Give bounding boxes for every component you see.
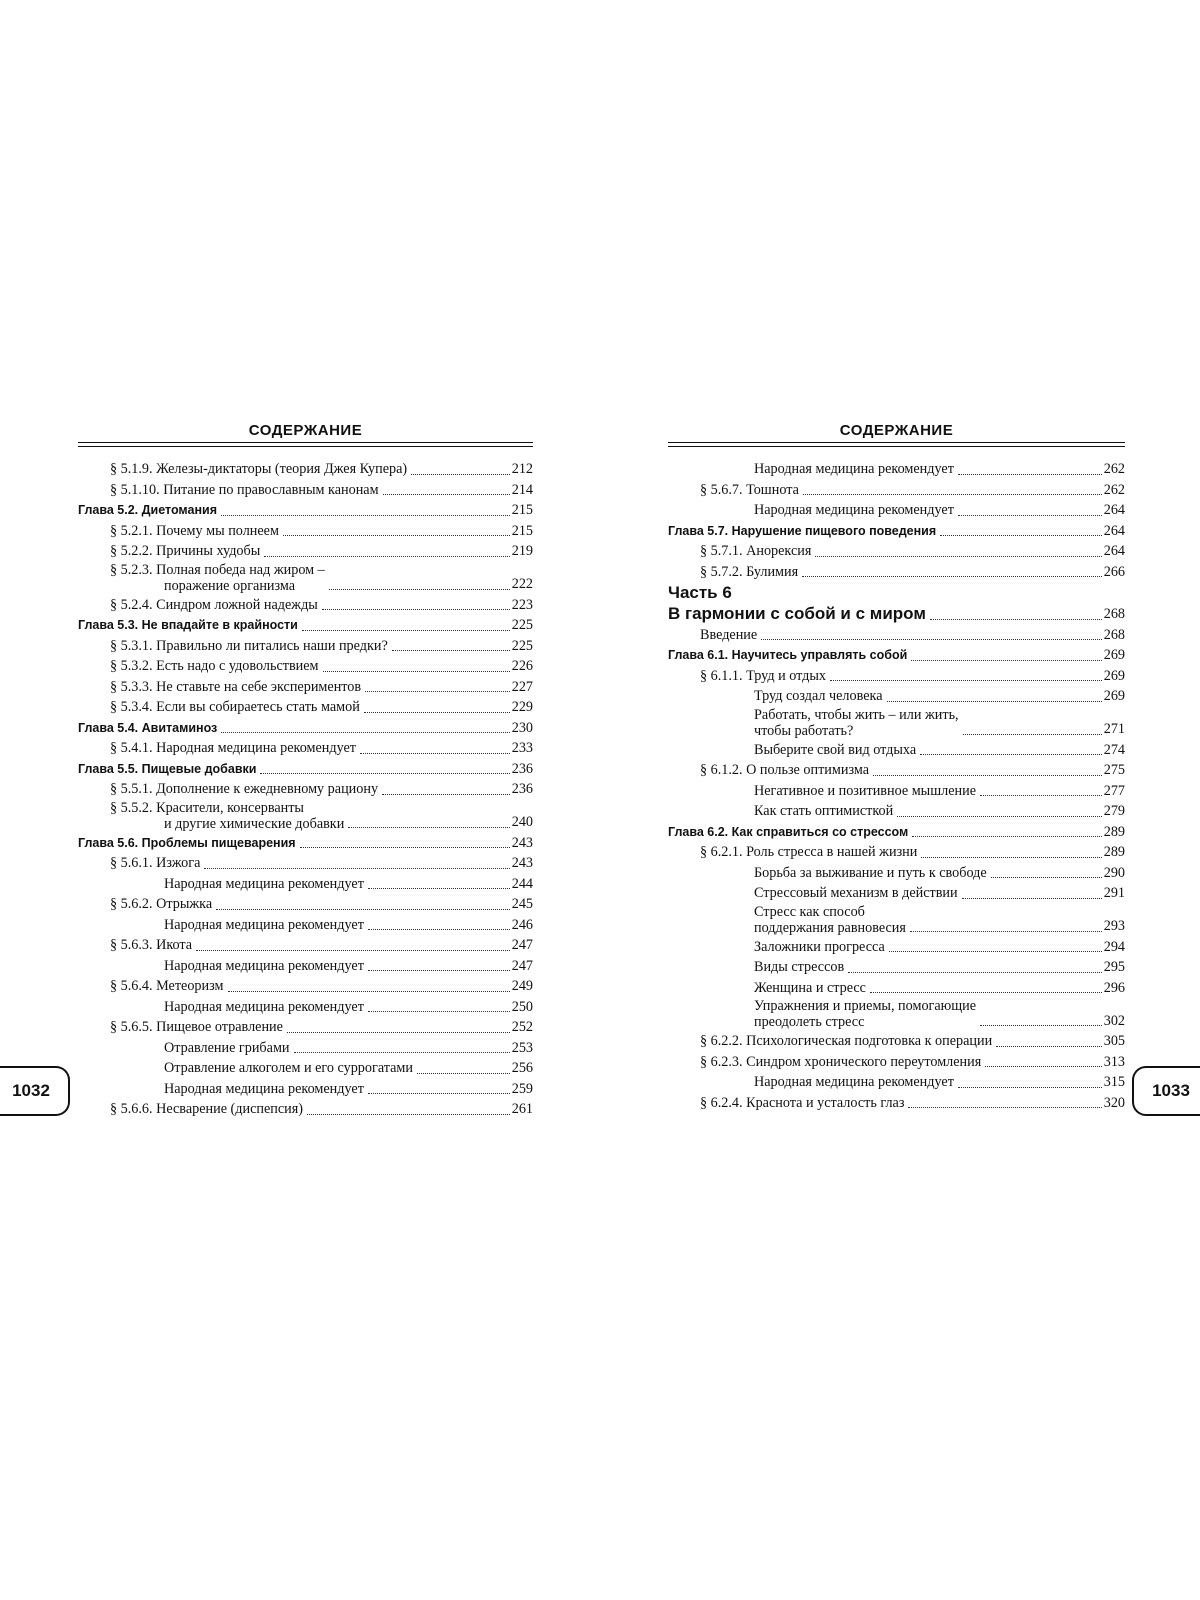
toc-entry[interactable]	[78, 459, 533, 480]
toc-entry-title: Глава 5.5. Пищевые добавки	[78, 761, 257, 776]
toc-entry[interactable]	[78, 697, 533, 718]
toc-entry-title: § 6.2.1. Роль стресса в нашей жизни	[700, 844, 918, 860]
dot-leader	[761, 639, 1102, 640]
dot-leader	[908, 1107, 1101, 1108]
toc-entry-title: § 5.3.4. Если вы собираетесь стать мамой	[110, 699, 360, 715]
toc-entry-title-line2: поддержания равновесия	[754, 919, 906, 936]
dot-leader	[368, 970, 510, 971]
toc-entry-page: 279	[1103, 803, 1125, 819]
left-page	[78, 420, 533, 1120]
toc-entry-page: 291	[1103, 885, 1125, 901]
dot-leader	[221, 732, 509, 733]
toc-entry-page: 262	[1103, 481, 1125, 498]
left-page-header: СОДЕРЖАНИЕ	[248, 422, 363, 439]
toc-entry-page: 268	[1103, 626, 1125, 643]
toc-entry-title: Как стать оптимисткой	[754, 803, 894, 819]
toc-entry-title: Глава 5.6. Проблемы пищеварения	[78, 835, 296, 850]
toc-entry-page: 244	[511, 875, 533, 892]
dot-leader	[383, 494, 510, 495]
toc-entry-title	[754, 904, 908, 937]
toc-entry-title: Негативное и позитивное мышление	[754, 782, 976, 799]
toc-entry-title-line2: чтобы работать?	[754, 722, 854, 739]
toc-entry-title: § 5.2.4. Синдром ложной надежды	[110, 596, 318, 613]
toc-chapter-entry[interactable]	[668, 645, 1125, 666]
toc-entry-title: § 5.1.9. Железы-диктаторы (теория Джея Купера)	[110, 461, 408, 477]
right-toc-list-after	[668, 625, 1125, 1114]
dot-leader	[204, 868, 509, 869]
toc-entry-title: § 5.5.1. Дополнение к ежедневному рациону	[110, 781, 379, 797]
toc-entry-page: 302	[1103, 1012, 1125, 1029]
toc-entry-title: § 5.6.4. Метеоризм	[110, 978, 224, 994]
dot-leader	[264, 556, 509, 557]
dot-leader	[958, 1087, 1102, 1088]
toc-entry-page: 250	[511, 998, 533, 1015]
right-page-header: СОДЕРЖАНИЕ	[839, 422, 954, 439]
dot-leader	[392, 650, 510, 651]
toc-entry-page: 247	[511, 957, 533, 974]
toc-entry-title-line2: и другие химические добавки	[164, 815, 345, 832]
toc-entry[interactable]	[668, 666, 1125, 687]
toc-entry[interactable]	[668, 686, 1125, 707]
toc-entry-page: 290	[1103, 864, 1125, 881]
toc-entry-title: § 5.6.5. Пищевое отравление	[110, 1019, 283, 1035]
dot-leader	[323, 671, 510, 672]
toc-entry-title: Глава 5.3. Не впадайте в крайности	[78, 618, 298, 632]
toc-chapter-entry[interactable]	[668, 822, 1125, 843]
toc-entry[interactable]	[668, 1052, 1125, 1073]
toc-entry[interactable]	[668, 500, 1125, 521]
toc-entry-page: 269	[1103, 667, 1125, 684]
dot-leader	[910, 931, 1102, 932]
toc-entry[interactable]	[78, 541, 533, 562]
toc-entry-page: 253	[511, 1039, 533, 1056]
toc-entry[interactable]	[668, 740, 1125, 761]
toc-entry[interactable]	[78, 1079, 533, 1100]
toc-entry-title: Отравление грибами	[164, 1039, 290, 1056]
toc-entry-page: 289	[1103, 823, 1125, 840]
toc-entry-page: 212	[511, 461, 533, 477]
dot-leader	[300, 847, 510, 848]
page-number-left: 1032	[0, 1066, 70, 1116]
toc-entry-title: Стрессовый механизм в действии	[754, 885, 958, 901]
toc-entry[interactable]	[78, 894, 533, 915]
toc-entry-title: Народная медицина рекомендует	[164, 875, 364, 892]
toc-entry-page: 259	[511, 1080, 533, 1097]
dot-leader	[364, 712, 510, 713]
dot-leader	[887, 701, 1102, 702]
toc-entry[interactable]	[668, 562, 1125, 583]
dot-leader	[368, 1093, 510, 1094]
dot-leader	[368, 1011, 510, 1012]
toc-entry[interactable]	[668, 957, 1125, 978]
toc-entry-page: 215	[511, 522, 533, 539]
toc-entry[interactable]	[78, 562, 533, 595]
dot-leader	[991, 877, 1102, 878]
dot-leader	[260, 773, 509, 774]
dot-leader	[815, 556, 1101, 557]
toc-entry-title-line2: преодолеть стресс	[754, 1014, 865, 1030]
dot-leader	[830, 680, 1102, 681]
toc-entry-page: 256	[511, 1060, 533, 1076]
toc-entry-page: 222	[511, 576, 533, 592]
dot-leader	[912, 836, 1101, 837]
right-page	[668, 420, 1125, 1113]
toc-entry-title: Народная медицина рекомендует	[164, 916, 364, 933]
toc-entry[interactable]	[78, 1099, 533, 1120]
toc-entry-title	[754, 998, 978, 1031]
toc-entry-page: 289	[1103, 844, 1125, 860]
toc-chapter-entry[interactable]	[78, 833, 533, 854]
toc-entry[interactable]	[668, 937, 1125, 958]
toc-entry-title: § 5.6.1. Изжога	[110, 855, 201, 871]
dot-leader	[382, 794, 510, 795]
toc-entry[interactable]	[78, 915, 533, 936]
toc-entry-title: § 5.3.3. Не ставьте на себе экспериментов	[110, 678, 362, 695]
dot-leader	[889, 951, 1102, 952]
toc-entry-title: В гармонии с собой и с миром	[668, 604, 926, 623]
toc-entry-title: Народная медицина рекомендует	[754, 461, 954, 477]
left-toc-list	[78, 459, 533, 1120]
toc-entry[interactable]	[78, 800, 533, 833]
dot-leader	[921, 857, 1101, 858]
toc-entry-page: 226	[511, 658, 533, 674]
toc-entry[interactable]	[668, 480, 1125, 501]
toc-entry-title-line1: Стресс как способ	[754, 903, 865, 920]
toc-entry-page: 295	[1103, 959, 1125, 975]
dot-leader	[216, 909, 510, 910]
toc-entry[interactable]	[78, 480, 533, 501]
toc-entry-title: § 6.2.4. Краснота и усталость глаз	[700, 1094, 905, 1111]
toc-entry-page: 236	[511, 760, 533, 777]
dot-leader	[221, 515, 510, 516]
part-title-entry[interactable]	[668, 604, 1125, 625]
toc-entry-title: § 5.3.2. Есть надо с удовольствием	[110, 658, 319, 674]
toc-entry-page: 261	[511, 1101, 533, 1117]
right-toc-list-before	[668, 459, 1125, 582]
toc-entry-page: 296	[1103, 979, 1125, 996]
toc-entry[interactable]	[668, 1072, 1125, 1093]
toc-entry-page: 247	[511, 937, 533, 953]
toc-entry[interactable]	[668, 459, 1125, 480]
toc-entry[interactable]	[668, 998, 1125, 1031]
toc-entry-page: 225	[511, 617, 533, 633]
toc-entry-page: 229	[511, 699, 533, 715]
toc-entry-page: 269	[1103, 688, 1125, 704]
toc-entry-title: Народная медицина рекомендует	[164, 1080, 364, 1097]
toc-entry[interactable]	[668, 883, 1125, 904]
toc-entry-title-line1: § 5.2.3. Полная победа над жиром –	[110, 561, 325, 578]
toc-entry-title-line1: Работать, чтобы жить – или жить,	[754, 706, 959, 723]
page-number-right: 1033	[1132, 1066, 1200, 1116]
toc-entry-page: 264	[1103, 522, 1125, 539]
toc-entry[interactable]	[668, 707, 1125, 740]
toc-entry[interactable]	[78, 874, 533, 895]
toc-entry[interactable]	[668, 1093, 1125, 1114]
dot-leader	[920, 754, 1102, 755]
toc-chapter-entry[interactable]	[78, 718, 533, 739]
toc-entry-page: 320	[1103, 1094, 1125, 1111]
toc-entry[interactable]	[668, 978, 1125, 999]
toc-entry-page: 219	[511, 543, 533, 559]
dot-leader	[802, 576, 1102, 577]
toc-entry-page: 223	[511, 596, 533, 613]
toc-entry[interactable]	[78, 636, 533, 657]
dot-leader	[996, 1046, 1102, 1047]
toc-entry-page: 240	[511, 814, 533, 830]
dot-leader	[302, 630, 510, 631]
toc-entry[interactable]	[78, 738, 533, 759]
toc-entry[interactable]	[668, 904, 1125, 937]
toc-entry-title: § 5.6.3. Икота	[110, 937, 193, 953]
toc-entry-page: 225	[511, 637, 533, 654]
toc-entry-title: Виды стрессов	[754, 959, 845, 975]
toc-entry-title: Введение	[700, 626, 758, 643]
toc-entry-page: 246	[511, 916, 533, 933]
toc-entry-title: § 5.4.1. Народная медицина рекомендует	[110, 740, 357, 756]
toc-entry-title: § 5.6.2. Отрыжка	[110, 896, 213, 912]
toc-entry[interactable]	[668, 760, 1125, 781]
header-double-rule	[668, 442, 1125, 447]
toc-entry-page: 245	[511, 896, 533, 912]
toc-entry[interactable]	[78, 595, 533, 616]
toc-entry-title: Борьба за выживание и путь к свободе	[754, 864, 987, 881]
dot-leader	[911, 660, 1101, 661]
toc-entry[interactable]	[668, 781, 1125, 802]
toc-entry-page: 233	[511, 740, 533, 756]
dot-leader	[980, 1025, 1102, 1026]
toc-entry-title: Отравление алкоголем и его суррогатами	[164, 1060, 413, 1076]
toc-entry[interactable]	[668, 625, 1125, 646]
toc-entry-title: Глава 5.4. Авитаминоз	[78, 720, 218, 735]
toc-entry-title: Глава 6.1. Научитесь управлять собой	[668, 648, 908, 662]
toc-entry-page: 236	[511, 781, 533, 797]
dot-leader	[283, 535, 510, 536]
toc-entry-title: § 6.1.1. Труд и отдых	[700, 667, 827, 684]
toc-entry[interactable]	[668, 863, 1125, 884]
toc-entry-page: 262	[1103, 461, 1125, 477]
toc-entry-title: Заложники прогресса	[754, 938, 885, 955]
dot-leader	[985, 1066, 1101, 1067]
dot-leader	[368, 929, 510, 930]
toc-entry[interactable]	[78, 976, 533, 997]
toc-entry-page: 313	[1103, 1053, 1125, 1070]
dot-leader	[348, 827, 509, 828]
toc-entry[interactable]	[668, 1031, 1125, 1052]
dot-leader	[294, 1052, 510, 1053]
toc-entry[interactable]	[78, 779, 533, 800]
dot-leader	[417, 1073, 510, 1074]
toc-entry-title: Народная медицина рекомендует	[164, 957, 364, 974]
toc-entry-title: Народная медицина рекомендует	[754, 1074, 954, 1090]
dot-leader	[365, 691, 510, 692]
dot-leader	[322, 609, 510, 610]
toc-entry[interactable]	[78, 997, 533, 1018]
toc-entry-title: § 5.7.1. Анорексия	[700, 543, 812, 559]
dot-leader	[307, 1114, 510, 1115]
part-label: Часть 6	[668, 583, 732, 602]
dot-leader	[228, 991, 510, 992]
toc-entry-page: 249	[511, 978, 533, 994]
dot-leader	[958, 474, 1102, 475]
toc-entry-title: § 5.7.2. Булимия	[700, 563, 799, 580]
dot-leader	[803, 494, 1102, 495]
toc-entry-title: § 6.1.2. О пользе оптимизма	[700, 762, 870, 778]
toc-entry[interactable]	[78, 677, 533, 698]
toc-entry[interactable]	[78, 1038, 533, 1059]
toc-entry[interactable]	[78, 1058, 533, 1079]
toc-entry-page: 214	[511, 481, 533, 498]
toc-entry-page: 275	[1103, 762, 1125, 778]
toc-entry[interactable]	[78, 956, 533, 977]
toc-entry-page: 243	[511, 834, 533, 851]
toc-entry-title: § 5.1.10. Питание по православным канонам	[110, 481, 379, 498]
toc-entry-title: § 5.2.2. Причины худобы	[110, 543, 261, 559]
toc-entry-title: Народная медицина рекомендует	[164, 998, 364, 1015]
header-double-rule	[78, 442, 533, 447]
dot-leader	[196, 950, 510, 951]
dot-leader	[848, 972, 1102, 973]
toc-entry-page: 315	[1103, 1074, 1125, 1090]
dot-leader	[962, 898, 1102, 899]
toc-entry-page: 271	[1103, 721, 1125, 737]
toc-entry-title: § 5.6.6. Несварение (диспепсия)	[110, 1101, 303, 1117]
toc-chapter-entry[interactable]	[78, 615, 533, 636]
dot-leader	[940, 535, 1102, 536]
toc-entry-title: Выберите свой вид отдыха	[754, 741, 917, 758]
toc-entry-title: Глава 5.7. Нарушение пищевого поведения	[668, 523, 937, 538]
toc-entry[interactable]	[78, 1017, 533, 1038]
toc-entry-page: 268	[1103, 606, 1125, 622]
toc-entry[interactable]	[668, 801, 1125, 822]
dot-leader	[368, 888, 510, 889]
dot-leader	[930, 619, 1102, 620]
toc-entry[interactable]	[78, 935, 533, 956]
toc-entry-title	[110, 800, 346, 833]
toc-entry-page: 243	[511, 855, 533, 871]
toc-entry-title: § 5.6.7. Тошнота	[700, 481, 799, 498]
toc-entry-title	[754, 707, 961, 740]
toc-entry-page: 294	[1103, 938, 1125, 955]
dot-leader	[287, 1032, 510, 1033]
dot-leader	[411, 474, 510, 475]
toc-entry[interactable]	[78, 656, 533, 677]
toc-entry-title: Труд создал человека	[754, 688, 883, 704]
dot-leader	[360, 753, 510, 754]
toc-entry-title: § 5.3.1. Правильно ли питались наши предки?	[110, 637, 388, 654]
toc-entry-page: 274	[1103, 741, 1125, 758]
toc-entry-page: 264	[1103, 543, 1125, 559]
toc-entry[interactable]	[668, 541, 1125, 562]
toc-entry-page: 230	[511, 719, 533, 736]
dot-leader	[958, 515, 1102, 516]
toc-entry-title: § 6.2.2. Психологическая подготовка к операции	[700, 1033, 993, 1049]
toc-entry-title-line1: Упражнения и приемы, помогающие	[754, 998, 977, 1014]
toc-entry-title: § 5.2.1. Почему мы полнеем	[110, 522, 279, 539]
toc-entry-page: 269	[1103, 647, 1125, 663]
toc-entry-page: 264	[1103, 502, 1125, 518]
dot-leader	[329, 589, 510, 590]
dot-leader	[870, 992, 1102, 993]
toc-entry-title-line2: поражение организма	[164, 577, 296, 594]
toc-entry[interactable]	[78, 521, 533, 542]
dot-leader	[897, 816, 1101, 817]
toc-entry-title: Народная медицина рекомендует	[754, 502, 954, 518]
toc-entry-title: Глава 5.2. Диетомания	[78, 503, 217, 517]
toc-entry-title: Глава 6.2. Как справиться со стрессом	[668, 824, 909, 839]
toc-entry-page: 293	[1103, 918, 1125, 934]
toc-entry-title	[110, 562, 327, 595]
toc-entry-page: 277	[1103, 782, 1125, 799]
dot-leader	[980, 795, 1102, 796]
toc-entry-title: § 6.2.3. Синдром хронического переутомления	[700, 1053, 982, 1070]
toc-entry-page: 215	[511, 502, 533, 518]
toc-entry[interactable]	[78, 853, 533, 874]
toc-entry-page: 305	[1103, 1033, 1125, 1049]
toc-entry-page: 252	[511, 1019, 533, 1035]
toc-entry-title: Женщина и стресс	[754, 979, 866, 996]
toc-chapter-entry[interactable]	[78, 759, 533, 780]
toc-chapter-entry[interactable]	[668, 521, 1125, 542]
toc-entry[interactable]	[668, 842, 1125, 863]
toc-entry-page: 227	[511, 678, 533, 695]
toc-entry-title-line1: § 5.5.2. Красители, консерванты	[110, 799, 304, 816]
dot-leader	[963, 734, 1102, 735]
dot-leader	[873, 775, 1102, 776]
toc-chapter-entry[interactable]	[78, 500, 533, 521]
toc-entry-page: 266	[1103, 563, 1125, 580]
